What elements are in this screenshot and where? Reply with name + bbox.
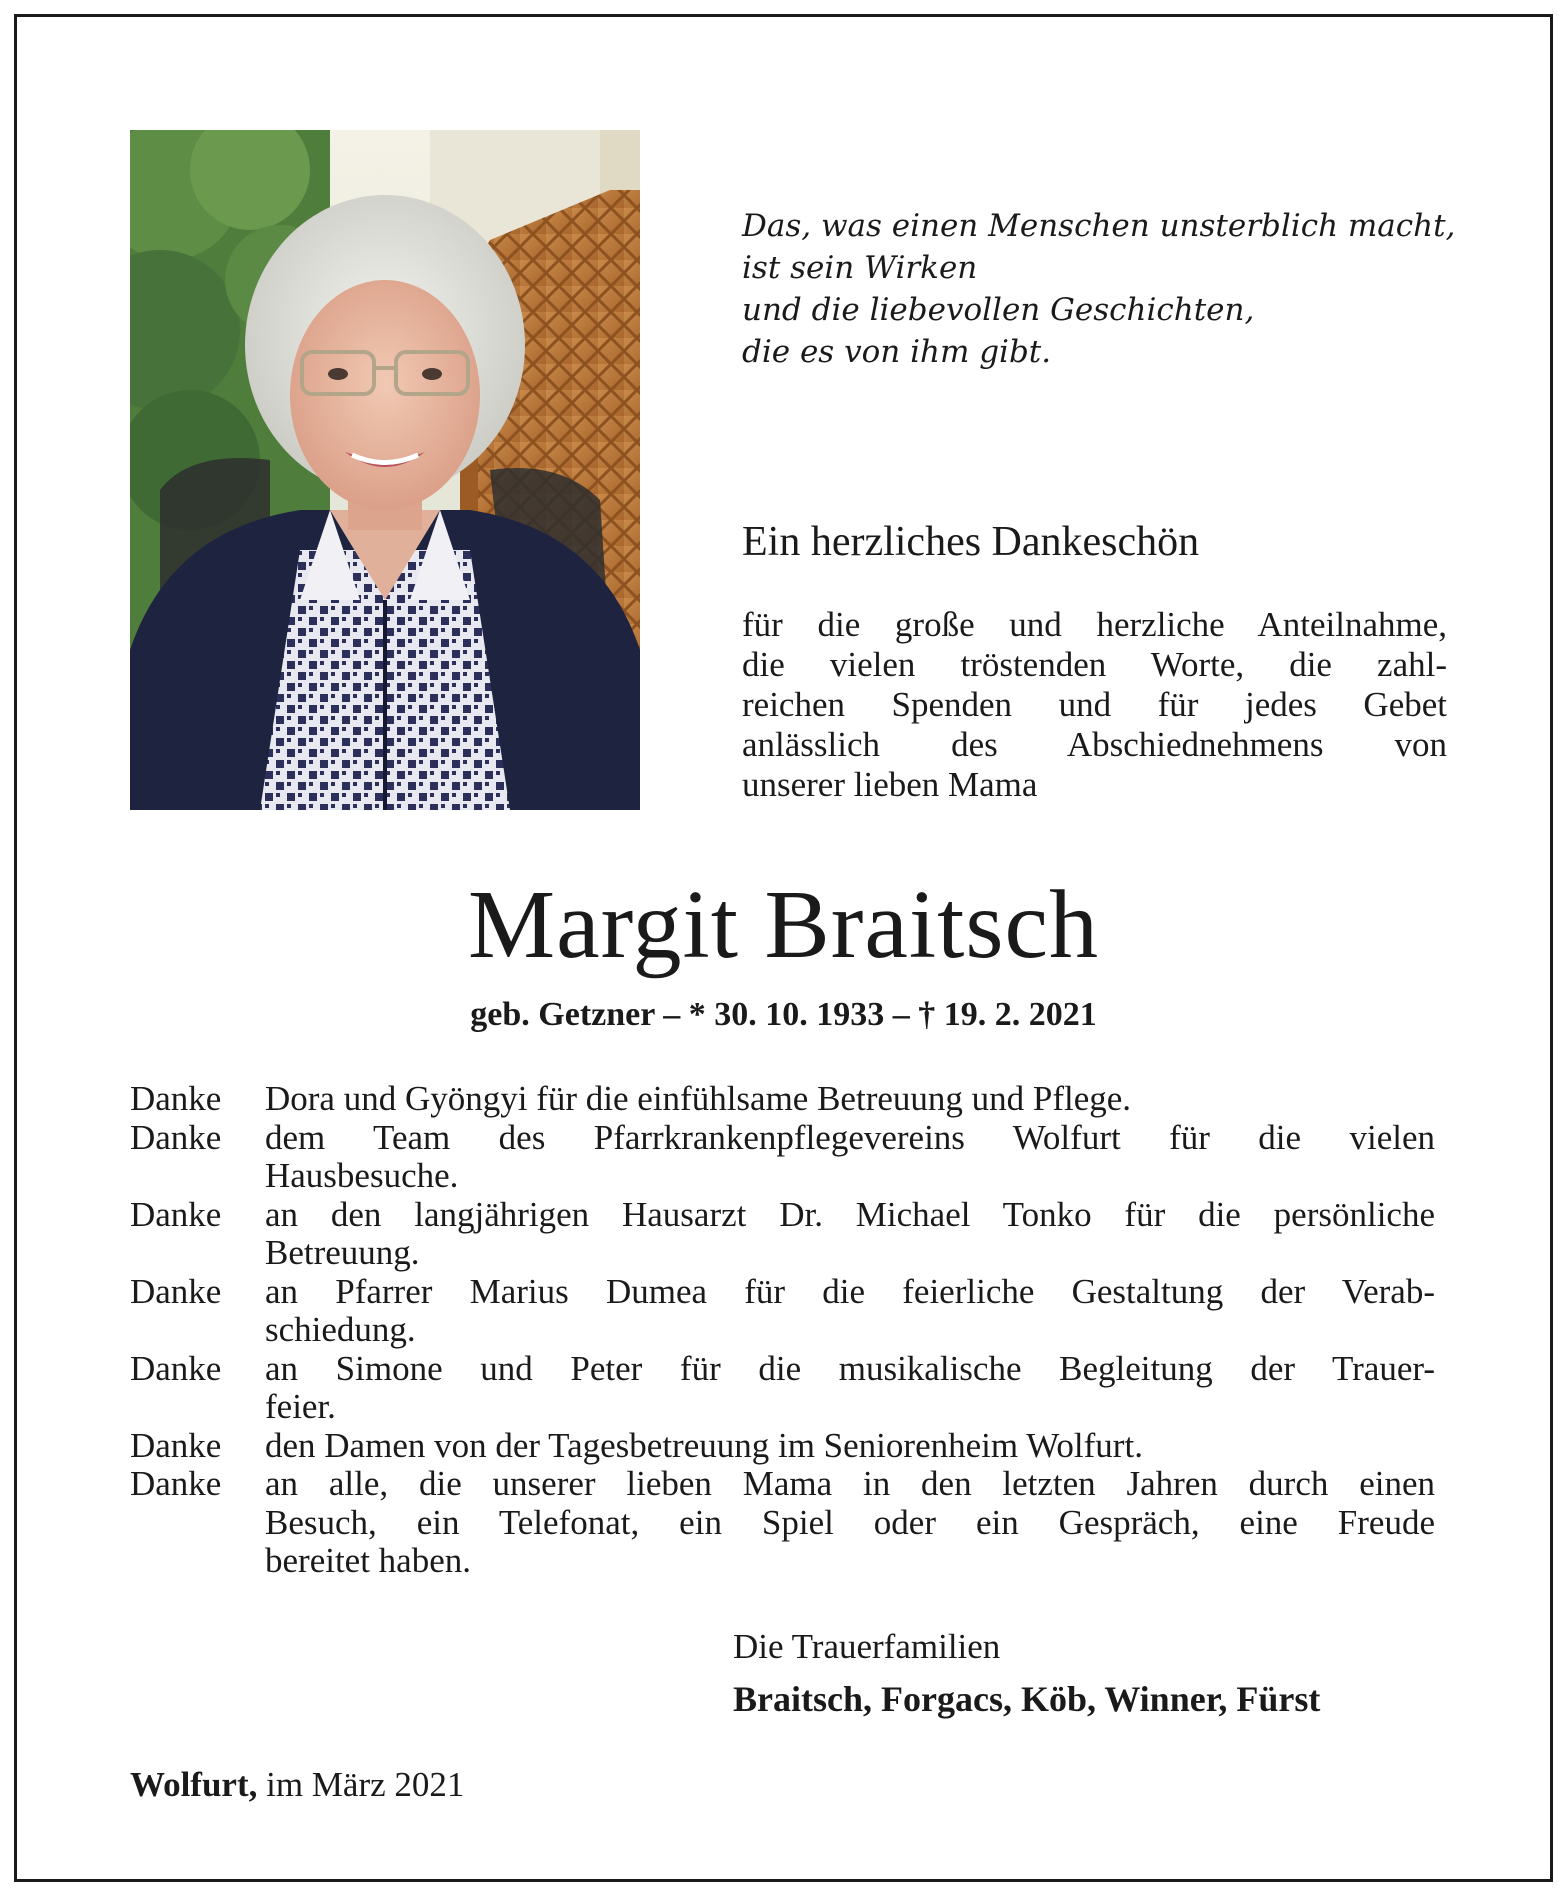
danke-entry xyxy=(130,1119,1435,1196)
danke-line: den Damen von der Tagesbetreuung im Seniorenheim Wolfurt. xyxy=(265,1425,1143,1465)
danke-entry xyxy=(130,1273,1435,1350)
birth-death-dates: geb. Getzner – * 30. 10. 1933 – † 19. 2. 2021 xyxy=(470,996,1097,1033)
danke-word: Danke xyxy=(130,1464,222,1503)
danke-line: schiedung. xyxy=(265,1310,416,1349)
danke-line: an den langjährigen Hausarzt Dr. Michael Tonko für die persönliche xyxy=(265,1194,1435,1234)
danke-line: bereitet haben. xyxy=(265,1541,472,1580)
thanks-line: für die große und herzliche Anteilnahme, xyxy=(742,605,1447,644)
quote-line: ist sein Wirken xyxy=(742,250,978,286)
thanks-line: die vielen tröstenden Worte, die zahl- xyxy=(742,645,1447,684)
danke-line: Hausbesuche. xyxy=(265,1156,459,1195)
danke-line: an Pfarrer Marius Dumea für die feierliche Gestaltung der Verab- xyxy=(265,1271,1435,1311)
danke-word: Danke xyxy=(130,1271,222,1311)
place: Wolfurt, xyxy=(130,1765,258,1804)
danke-line: feier. xyxy=(265,1387,336,1426)
date: im März 2021 xyxy=(266,1765,465,1804)
danke-line: Dora und Gyöngyi für die einfühlsame Betreuung und Pflege. xyxy=(265,1079,1132,1118)
thanks-heading: Ein herzliches Dankeschön xyxy=(742,519,1200,565)
thanks-paragraph xyxy=(742,605,1447,805)
thanks-line: anlässlich des Abschiednehmens von xyxy=(742,725,1447,764)
danke-entry xyxy=(130,1465,1435,1581)
danke-line: Besuch, ein Telefonat, ein Spiel oder ein Gespräch, eine Freude xyxy=(265,1502,1435,1542)
danke-list xyxy=(130,1080,1435,1581)
thanks-line: reichen Spenden und für jedes Gebet xyxy=(742,685,1447,724)
portrait-photo xyxy=(130,130,640,810)
deceased-name: Margit Braitsch xyxy=(467,871,1100,979)
danke-entry xyxy=(130,1350,1435,1427)
danke-entry xyxy=(130,1080,1435,1119)
danke-entry xyxy=(130,1196,1435,1273)
quote-line: Das, was einen Menschen unsterblich macht, xyxy=(742,208,1456,244)
danke-entry xyxy=(130,1427,1435,1466)
family-intro: Die Trauerfamilien xyxy=(733,1627,1001,1666)
quote-line: die es von ihm gibt. xyxy=(742,334,1052,370)
place-date xyxy=(130,1763,464,1807)
family-names: Braitsch, Forgacs, Köb, Winner, Fürst xyxy=(733,1679,1321,1719)
danke-word: Danke xyxy=(130,1117,222,1157)
memorial-quote xyxy=(742,205,1462,373)
danke-line: an Simone und Peter für die musikalische Begleitung der Trauer- xyxy=(265,1348,1435,1388)
danke-line: dem Team des Pfarrkrankenpflegevereins Wolfurt für die vielen xyxy=(265,1117,1435,1157)
danke-line: an alle, die unserer lieben Mama in den letzten Jahren durch einen xyxy=(265,1464,1435,1503)
danke-word: Danke xyxy=(130,1079,222,1118)
danke-word: Danke xyxy=(130,1348,222,1388)
danke-word: Danke xyxy=(130,1425,222,1465)
quote-line: und die liebevollen Geschichten, xyxy=(742,292,1255,328)
danke-word: Danke xyxy=(130,1194,222,1234)
thanks-line: unserer lieben Mama xyxy=(742,765,1038,804)
danke-line: Betreuung. xyxy=(265,1233,420,1272)
